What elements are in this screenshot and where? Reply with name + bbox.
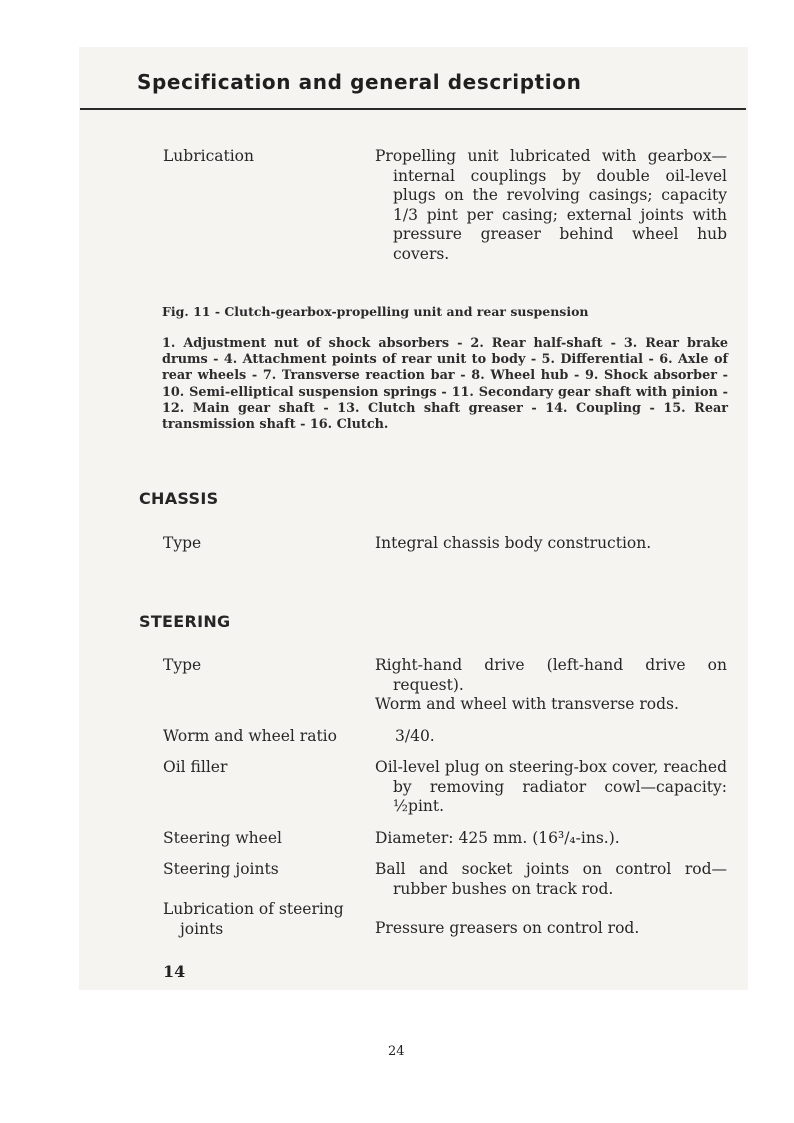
steering-oil-value: Oil-level plug on steering-box cover, reached by removing radiator cowl—capacity: ½pint. <box>375 758 727 815</box>
steering-ratio-label: Worm and wheel ratio <box>163 727 337 745</box>
steering-ratio-value: 3/40. <box>395 727 435 745</box>
steering-wheel-value: Diameter: 425 mm. (16³/₄-ins.). <box>375 829 620 847</box>
chassis-type-label: Type <box>163 534 202 552</box>
outer-page-number: 24 <box>388 1044 405 1059</box>
steering-lube-label-line-2: joints <box>180 919 224 938</box>
steering-lube-label <box>163 900 363 939</box>
steering-type-value-1: Right-hand drive (left-hand drive on request). <box>375 656 727 694</box>
lubrication-label: Lubrication <box>163 147 254 165</box>
figure-caption: Fig. 11 - Clutch-gearbox-propelling unit and rear suspension <box>162 304 589 319</box>
inner-page-number: 14 <box>163 962 186 981</box>
steering-heading: STEERING <box>139 612 231 631</box>
steering-lube-value: Pressure greasers on control rod. <box>375 919 640 937</box>
steering-joints-label: Steering joints <box>163 860 279 878</box>
steering-wheel-label: Steering wheel <box>163 829 282 847</box>
chassis-type-value: Integral chassis body construction. <box>375 534 652 552</box>
page-title: Specification and general description <box>137 70 582 94</box>
steering-type-label: Type <box>163 656 202 674</box>
lubrication-value: Propelling unit lubricated with gearbox—internal couplings by double oil-level plugs on the revolving casings; capacity 1/3 pint per casing; external joints with pressure greaser behind wheel hub covers. <box>375 147 727 263</box>
steering-oil-label: Oil filler <box>163 758 228 776</box>
steering-joints-value: Ball and socket joints on control rod—rubber bushes on track rod. <box>375 860 727 898</box>
steering-lube-label-line-1: Lubrication of steering <box>163 900 344 918</box>
steering-type-value-2: Worm and wheel with transverse rods. <box>375 695 679 713</box>
title-rule <box>80 108 746 110</box>
chassis-heading: CHASSIS <box>139 489 219 508</box>
figure-legend: 1. Adjustment nut of shock absorbers - 2. Rear half-shaft - 3. Rear brake drums - 4. Attachment points of rear unit to body - 5. Differential - 6. Axle of rear wheels - 7. Transverse reaction bar - 8. Wheel hub - 9. Shock absorber - 10. Semi-elliptical suspension springs - 11. Secondary gear shaft with pinion - 12. Main gear shaft - 13. Clutch shaft greaser - 14. Coupling - 15. Rear transmission shaft - 16. Clutch. <box>162 336 728 433</box>
